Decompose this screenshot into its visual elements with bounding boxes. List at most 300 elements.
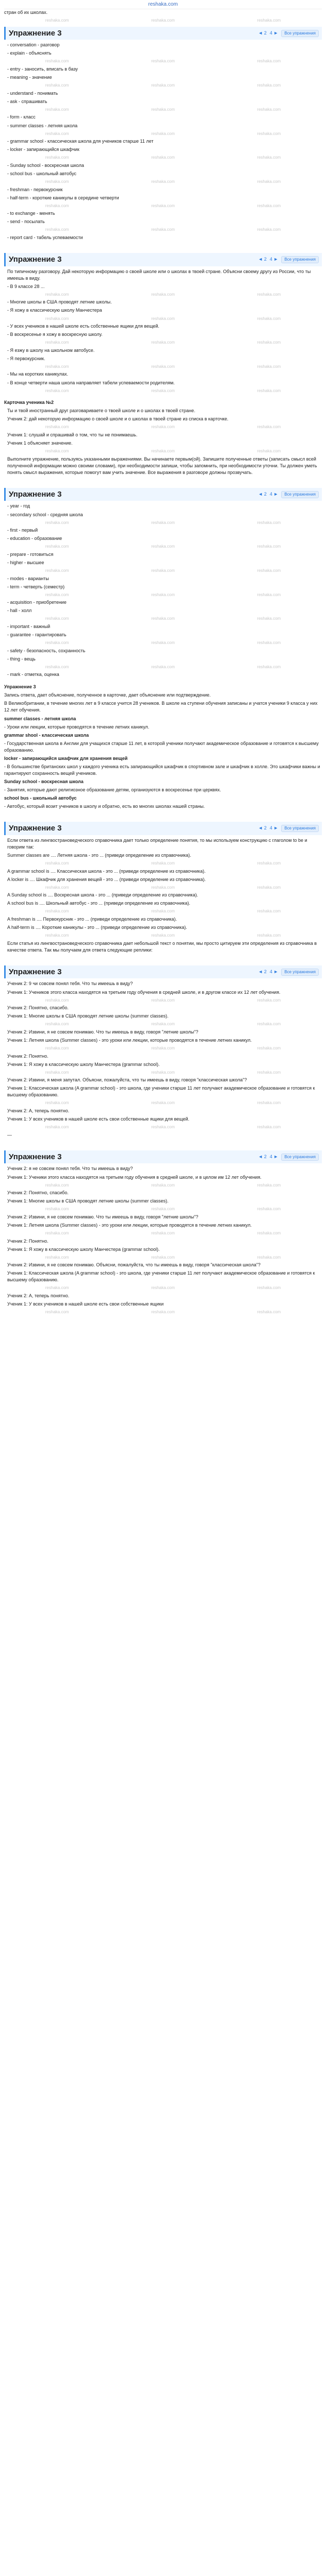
vocab-item: - half-term - короткие каникулы в середине четверти (7, 195, 119, 200)
watermark: reshaka.com (257, 1070, 281, 1075)
watermark-row (4, 616, 322, 622)
task-item: - У всех учеников в нашей школе есть собственные ящики для вещей. (7, 324, 159, 329)
definition-paragraph (4, 778, 322, 785)
watermark: reshaka.com (257, 1285, 281, 1291)
watermark-row (4, 292, 322, 298)
watermark: reshaka.com (257, 909, 281, 914)
watermark: reshaka.com (257, 860, 281, 866)
watermark: reshaka.com (45, 107, 69, 112)
template-line: A Sunday school is .... Воскресная школа - это ... (приведи определение из справочника). (7, 892, 199, 898)
watermark-row (4, 179, 322, 185)
card-line: Выполните упражнение, пользуясь указанными выражениями. Вы начинаете первым(ой). Запишите полученные ответы (записать смысл всей полученной информации можно своими словами), при необходимости запиши, чтобы запомнить, при необходимости уточни. Ты должен уметь понять смысл выражения, которые помогут вам учить значение. Все выражения в разговоре должны прозвучать. (7, 456, 317, 475)
dialogue-line: Ученик 2: 9 чи совсем понял тебя. Что ты имеешь в виду? (7, 981, 133, 987)
next-exercise-link[interactable]: 4 ► (269, 492, 279, 497)
watermark: reshaka.com (45, 640, 69, 646)
vocab-item: - freshman - первокурсник (7, 187, 63, 192)
dialogue (4, 1165, 322, 1315)
watermark: reshaka.com (151, 59, 175, 64)
prev-exercise-link[interactable]: ◄ 2 (258, 492, 267, 497)
next-exercise-link[interactable]: 4 ► (269, 30, 279, 36)
watermark: reshaka.com (257, 1045, 281, 1050)
watermark-row (4, 155, 322, 161)
task-item: - В 9 классе 28 ... (7, 283, 45, 289)
watermark: reshaka.com (151, 616, 175, 621)
watermark: reshaka.com (45, 340, 69, 345)
watermark: reshaka.com (45, 1022, 69, 1027)
watermark: reshaka.com (151, 179, 175, 184)
watermark: reshaka.com (45, 83, 69, 88)
dialogue-line: Ученик 1: Летняя школа (Summer classes) - это уроки или лекции, которые проводятся в течение летних каникул. (7, 1222, 252, 1228)
template-line: A half-term is .... Короткие каникулы - это ... (приведи определение из справочника). (7, 925, 187, 930)
definition-paragraph (4, 692, 322, 699)
vocab-item: - mark - отметка, оценка (7, 672, 59, 677)
template-line: A grammar school is .... Классическая школа - это ... (приведи определение из справочника). (7, 868, 206, 874)
exercise-nav (258, 491, 319, 498)
vocab-list (4, 503, 322, 678)
watermark: reshaka.com (45, 909, 69, 914)
watermark: reshaka.com (151, 1100, 175, 1106)
card-text (4, 408, 322, 476)
dialogue-line: — (7, 1132, 12, 1138)
site-header[interactable] (4, 0, 322, 9)
watermark: reshaka.com (45, 860, 69, 866)
prev-exercise-link[interactable]: ◄ 2 (258, 257, 267, 262)
watermark-row (4, 1255, 322, 1261)
watermark: reshaka.com (257, 616, 281, 621)
vocab-item: - guarantee - гарантировать (7, 632, 67, 637)
watermark: reshaka.com (45, 592, 69, 597)
card-line: Ты и твой иностранный друг разговариваете о твоей школе и о школах в твоей стране. (7, 408, 195, 414)
watermark: reshaka.com (151, 425, 175, 430)
watermark: reshaka.com (45, 155, 69, 160)
watermark-row (4, 1206, 322, 1212)
definition-term: grammar shool - классическая школа (4, 732, 89, 738)
watermark: reshaka.com (257, 316, 281, 321)
watermark: reshaka.com (45, 364, 69, 369)
watermark: reshaka.com (45, 1285, 69, 1291)
watermark: reshaka.com (45, 18, 69, 23)
vocab-item: - secondary school - средняя школа (7, 512, 83, 517)
dialogue-line: Ученик 2: Извини, я не совсем понимаю. Что ты имеешь в виду, говоря "летние школы"? (7, 1029, 199, 1035)
watermark: reshaka.com (45, 1100, 69, 1106)
watermark: reshaka.com (257, 425, 281, 430)
watermark: reshaka.com (257, 1230, 281, 1235)
vocab-item: - summer classes - летняя школа (7, 123, 78, 128)
vocab-item: - important - важный (7, 623, 51, 629)
watermark-row (4, 544, 322, 550)
watermark: reshaka.com (45, 616, 69, 621)
watermark-row (4, 860, 322, 867)
watermark: reshaka.com (257, 449, 281, 453)
definition-paragraph (4, 795, 322, 802)
definition-term: Упражнение 3 (4, 684, 36, 690)
exercise-section-6 (4, 1150, 322, 1315)
exercise-nav (258, 30, 319, 37)
watermark: reshaka.com (257, 1022, 281, 1027)
vocab-item: - school bus - школьный автобус (7, 171, 76, 176)
watermark: reshaka.com (45, 1310, 69, 1315)
watermark-row (4, 58, 322, 64)
exercise-section-3 (4, 488, 322, 810)
exercise-title: Упражнение 3 (9, 489, 62, 499)
definition-text: - Уроки или лекции, которые проводятся в течение летних каникул. (4, 724, 150, 730)
vocab-item: - term - четверть (семестр) (7, 584, 65, 589)
watermark: reshaka.com (45, 1207, 69, 1212)
dialogue-line: Ученик 1: Многие школы в США проводят летние школы (summer classes). (7, 1013, 169, 1019)
watermark-row (4, 640, 322, 646)
watermark-row (4, 1309, 322, 1315)
dialogue-line: Ученик 1: Летняя школа (Summer classes) - это уроки или лекции, которые проводятся в течение летних каникул. (7, 1037, 252, 1043)
exercise-header (4, 27, 322, 40)
definition-text: В Великобритании, в течение многих лет в 9 классе учится 28 учеников. В школе на ступени обучения записаны и учатся ученики 9 класса у них 12 лет обучения. (4, 701, 318, 713)
watermark: reshaka.com (257, 340, 281, 345)
vocab-item: - Sunday school - воскресная школа (7, 162, 84, 168)
watermark: reshaka.com (257, 83, 281, 88)
watermark: reshaka.com (151, 364, 175, 369)
all-exercises-button[interactable]: Все упражнения (281, 1154, 319, 1161)
card-line: Ученик 1: слушай и спрашивай о том, что ты не понимаешь. (7, 432, 138, 437)
definition-paragraph (4, 724, 322, 731)
vocab-item: - higher - высшее (7, 560, 44, 565)
watermark: reshaka.com (257, 997, 281, 1003)
dialogue-line: Ученик 1: Учеников этого класса находятся на третьем году обучения в средней школе, и в другом классе их 12 лет обучения. (7, 989, 281, 995)
vocab-item: - acquisition - приобретение (7, 600, 67, 605)
dialogue-line: Ученик 1: У всех учеников в нашей школе есть свои собственные ящики для вещей. (7, 1116, 189, 1122)
watermark-row (4, 664, 322, 670)
exercise-nav (258, 256, 319, 263)
watermark: reshaka.com (257, 18, 281, 23)
dialogue-line: Ученик 2: Извини, я не совсем понимаю. Что ты имеешь в виду, говоря "летние школы"? (7, 1214, 199, 1219)
dialogue-line: Ученик 2: я не совсем понял тебя. Что ты имеешь в виду? (7, 1166, 133, 1172)
dialogue-line: Ученик 2: Извини, я не совсем понимаю. Объясни, пожалуйста, что ты имеешь в виду, говоря "классическая школа"? (7, 1262, 261, 1268)
watermark: reshaka.com (45, 997, 69, 1003)
dialogue-line: Ученик 2: Понятно. (7, 1053, 48, 1059)
next-exercise-link[interactable]: 4 ► (269, 825, 279, 831)
dialogue-line: Ученик 1: Классическая школа (A grammar school) - это школа, где ученики старше 11 лет получают академическое образование и готовятся к высшему образованию. (7, 1086, 315, 1098)
exercise-header (4, 1150, 322, 1164)
watermark: reshaka.com (257, 933, 281, 938)
template-line: A freshman is .... Первокурсник - это ... (приведи определение из справочника). (7, 916, 177, 922)
watermark: reshaka.com (257, 131, 281, 136)
watermark: reshaka.com (151, 316, 175, 321)
template-line: Summer classes are .... Летняя школа - это ... (приведи определение из справочника). (7, 852, 191, 858)
definition-text: - Занятия, которые дают религиозное образование детям, организуются в воскресенье при церквях. (4, 787, 221, 792)
dialogue-line: Ученик 1: Многие школы в США проводят летние школы (summer classes). (7, 1198, 169, 1204)
exercise-header (4, 965, 322, 979)
watermark: reshaka.com (151, 83, 175, 88)
watermark: reshaka.com (257, 544, 281, 549)
watermark-row (4, 1124, 322, 1130)
watermark: reshaka.com (257, 364, 281, 369)
intro-line: стран об их школах. (4, 10, 48, 15)
task-item: По типичному разговору. Дай некоторую информацию о своей школе или о школах в твоей стране. Объясни своему другу из России, что ты имеешь в виду. (7, 268, 311, 281)
vocab-item: - education - образование (7, 536, 62, 541)
watermark: reshaka.com (151, 544, 175, 549)
watermark: reshaka.com (45, 388, 69, 393)
watermark: reshaka.com (151, 292, 175, 297)
vocab-item: - form - класс (7, 114, 36, 120)
watermark: reshaka.com (151, 388, 175, 393)
card-line: Ученик 1 объясняет значение. (7, 440, 73, 446)
definition-paragraph (4, 764, 322, 777)
dialogue-line: Ученик 2: Понятно. (7, 1238, 48, 1244)
task-item: - В конце четверти наша школа направляет табели успеваемости родителям. (7, 380, 175, 385)
watermark: reshaka.com (257, 1310, 281, 1315)
dialogue-line: Ученик 2: Понятно, спасибо. (7, 1190, 69, 1196)
prev-exercise-link[interactable]: ◄ 2 (258, 1154, 267, 1160)
dialogue-line: Ученик 1: Я хожу в классическую школу Манчестера (grammar school). (7, 1061, 160, 1067)
definition-term: summer classes - летняя школа (4, 716, 76, 721)
task-item: - Многие школы в США проводят летние школы. (7, 299, 112, 305)
vocab-item: - conversation - разговор (7, 42, 60, 48)
prev-exercise-link[interactable]: ◄ 2 (258, 30, 267, 36)
task-list (4, 268, 322, 394)
watermark: reshaka.com (45, 1070, 69, 1075)
task-item: - Мы на коротких каникулах. (7, 371, 69, 377)
watermark: reshaka.com (257, 885, 281, 890)
watermark: reshaka.com (257, 520, 281, 525)
watermark: reshaka.com (257, 1255, 281, 1260)
watermark-row (4, 1045, 322, 1052)
dialogue-line: Ученик 2: Извини, я меня запутал. Объясни, пожалуйста, что ты имеешь в виду, говоря "классическая школа"? (7, 1077, 247, 1083)
definition-text: - Автобус, который возит учеников в школу и обратно, есть во многих школах нашей страны. (4, 804, 205, 809)
exercise-nav (258, 969, 319, 976)
watermark: reshaka.com (257, 203, 281, 208)
all-exercises-button[interactable]: Все упражнения (281, 491, 319, 498)
definition-term: locker - запирающийся шкафчик для хранения вещей (4, 755, 128, 761)
watermark: reshaka.com (151, 1022, 175, 1027)
exercise-header (4, 253, 322, 266)
dialogue-line: Ученик 2: А, теперь понятно. (7, 1293, 70, 1298)
exercise-nav (258, 1154, 319, 1161)
watermark: reshaka.com (151, 1310, 175, 1315)
watermark: reshaka.com (151, 1070, 175, 1075)
watermark: reshaka.com (45, 203, 69, 208)
watermark-row (4, 364, 322, 370)
prev-exercise-link[interactable]: ◄ 2 (258, 969, 267, 975)
watermark: reshaka.com (257, 1100, 281, 1106)
watermark-row (4, 131, 322, 137)
exercise-header (4, 822, 322, 835)
watermark: reshaka.com (257, 227, 281, 232)
all-exercises-button[interactable]: Все упражнения (281, 969, 319, 976)
watermark: reshaka.com (45, 568, 69, 573)
watermark: reshaka.com (151, 155, 175, 160)
watermark-row (4, 520, 322, 526)
vocab-item: - locker - запирающийся шкафчик (7, 147, 79, 152)
watermark: reshaka.com (151, 885, 175, 890)
site-name[interactable]: reshaka.com (148, 2, 178, 7)
watermark: reshaka.com (45, 59, 69, 64)
exercise-header (4, 488, 322, 501)
next-exercise-link[interactable]: 4 ► (269, 969, 279, 975)
exercise-title: Упражнение 3 (9, 967, 62, 976)
watermark-row (4, 316, 322, 322)
vocab-item: - safety - безопасность, сохранность (7, 648, 86, 653)
exercise-section-1 (4, 27, 322, 241)
watermark: reshaka.com (45, 1255, 69, 1260)
dialogue (4, 980, 322, 1138)
watermark: reshaka.com (45, 520, 69, 525)
watermark-row (4, 18, 322, 24)
prev-exercise-link[interactable]: ◄ 2 (258, 825, 267, 831)
watermark: reshaka.com (45, 292, 69, 297)
vocab-item: - understand - понимать (7, 90, 58, 96)
watermark: reshaka.com (45, 227, 69, 232)
watermark: reshaka.com (45, 1125, 69, 1130)
watermark-row (4, 1182, 322, 1189)
card-line: Ученик 2: дай некоторую информацию о своей школе и о школах в твоей стране из списка в карточке. (7, 416, 229, 422)
vocab-item: - first - первый (7, 528, 38, 533)
watermark-row (4, 1285, 322, 1291)
watermark-row (4, 1100, 322, 1106)
exercise-section-2 (4, 253, 322, 476)
watermark: reshaka.com (257, 1207, 281, 1212)
definition-paragraph (4, 700, 322, 714)
watermark-row (4, 107, 322, 113)
definition-term: Sunday school - воскресная школа (4, 778, 84, 784)
watermark-row (4, 388, 322, 394)
vocab-item: - year - год (7, 503, 30, 509)
watermark: reshaka.com (257, 107, 281, 112)
vocab-item: - ask - спрашивать (7, 98, 47, 104)
card-title: Карточка ученика №2 (4, 400, 54, 405)
watermark: reshaka.com (45, 1230, 69, 1235)
watermark: reshaka.com (45, 1182, 69, 1188)
task-item: - Я хожу в классическую школу Манчестера (7, 308, 102, 313)
watermark: reshaka.com (257, 292, 281, 297)
watermark: reshaka.com (45, 664, 69, 669)
vocab-item: - meaning - значение (7, 75, 52, 80)
watermark: reshaka.com (151, 340, 175, 345)
watermark: reshaka.com (45, 425, 69, 430)
watermark: reshaka.com (45, 885, 69, 890)
all-exercises-button[interactable]: Все упражнения (281, 825, 319, 832)
vocab-item: - thing - вещь (7, 656, 36, 662)
next-exercise-link[interactable]: 4 ► (269, 257, 279, 262)
vocab-item: - to exchange - менять (7, 211, 55, 216)
watermark: reshaka.com (45, 933, 69, 938)
exercise-nav (258, 825, 319, 832)
watermark: reshaka.com (257, 155, 281, 160)
watermark: reshaka.com (45, 131, 69, 136)
dialogue-line: Ученик 1: Классическая школа (A grammar school) - это школа, где ученики старше 11 лет получают академическое образование и готовятся к высшему образованию. (7, 1270, 315, 1283)
exercise-section-5 (4, 965, 322, 1139)
template-line: Если статья из лингвострановедческого справочника дает небольшой текст о понятии, мы просто цитируем эти определения из справочника в качестве ответа. Так мы получаем для ответа следующие реплики: (7, 940, 317, 953)
exercise-section-4 (4, 822, 322, 954)
definition-text: - В большинстве британских школ у каждого ученика есть запирающийся шкафчик в спортивном зале и шкафчик в холле. Это шкафчики важны и гарантируют сохранность вещей учеников. (4, 764, 320, 776)
watermark-row (4, 568, 322, 574)
watermark: reshaka.com (151, 203, 175, 208)
watermark: reshaka.com (151, 1045, 175, 1050)
watermark: reshaka.com (151, 1125, 175, 1130)
watermark-row (4, 1230, 322, 1236)
watermark: reshaka.com (45, 544, 69, 549)
all-exercises-button[interactable]: Все упражнения (281, 30, 319, 37)
exercise-title: Упражнение 3 (9, 1152, 62, 1161)
watermark-row (4, 424, 322, 430)
watermark: reshaka.com (45, 179, 69, 184)
vocab-item: - entry - заносить, вписать в базу (7, 66, 78, 72)
definition-paragraph (4, 755, 322, 762)
watermark: reshaka.com (151, 1207, 175, 1212)
watermark: reshaka.com (45, 1045, 69, 1050)
dialogue-line: Ученик 1: У всех учеников в нашей школе есть свои собственные ящики (7, 1301, 164, 1307)
definition-text: Запись ответа, дает объяснение, полученное в карточке, дает объяснение или подтверждение. (4, 692, 211, 698)
definition-text: - Государственная школа в Англии для учащихся старше 11 лет, в которой ученики получают академическое образование и готовятся к высшему образованию. (4, 740, 319, 753)
answer-templates (4, 837, 322, 954)
definition-paragraph (4, 716, 322, 722)
dialogue-line: Ученик 2: А, теперь понятно. (7, 1108, 70, 1113)
watermark: reshaka.com (151, 933, 175, 938)
task-item: - В воскресенье я хожу в воскресную школу. (7, 332, 103, 337)
definition-paragraph (4, 803, 322, 810)
watermark: reshaka.com (151, 107, 175, 112)
next-exercise-link[interactable]: 4 ► (269, 1154, 279, 1160)
watermark: reshaka.com (257, 1182, 281, 1188)
watermark: reshaka.com (257, 568, 281, 573)
definition-term: school bus - школьный автобус (4, 795, 77, 801)
watermark-row (4, 592, 322, 598)
task-item: - Я первокурсник. (7, 355, 45, 361)
watermark-row (4, 340, 322, 346)
watermark-row (4, 227, 322, 233)
watermark: reshaka.com (151, 1230, 175, 1235)
vocab-item: - modes - варианты (7, 575, 49, 581)
watermark-row (4, 82, 322, 89)
watermark: reshaka.com (151, 909, 175, 914)
watermark: reshaka.com (151, 997, 175, 1003)
definitions (4, 684, 322, 810)
watermark: reshaka.com (45, 316, 69, 321)
watermark-row (4, 1070, 322, 1076)
watermark: reshaka.com (151, 131, 175, 136)
watermark: reshaka.com (151, 640, 175, 646)
watermark: reshaka.com (257, 664, 281, 669)
watermark: reshaka.com (151, 1255, 175, 1260)
watermark: reshaka.com (151, 227, 175, 232)
watermark: reshaka.com (257, 179, 281, 184)
definition-paragraph (4, 732, 322, 739)
watermark: reshaka.com (151, 860, 175, 866)
watermark: reshaka.com (45, 449, 69, 453)
watermark: reshaka.com (151, 664, 175, 669)
watermark-row (4, 885, 322, 891)
watermark-row (4, 203, 322, 209)
definition-paragraph (4, 740, 322, 754)
watermark: reshaka.com (151, 449, 175, 453)
task-item: - Я езжу в школу на школьном автобусе. (7, 347, 95, 353)
template-line: A school bus is .... Школьный автобус - это ... (приведи определение из справочника). (7, 901, 190, 906)
dialogue-line: Ученик 1: Ученики этого класса находятся на третьем году обучения в средней школе, и в целом им 12 лет обучения. (7, 1174, 262, 1180)
all-exercises-button[interactable]: Все упражнения (281, 256, 319, 263)
dialogue-line: Ученик 1: Я хожу в классическую школу Манчестера (grammar school). (7, 1246, 160, 1252)
exercise-title: Упражнение 3 (9, 255, 62, 264)
vocab-item: - prepare - готовиться (7, 551, 54, 557)
watermark: reshaka.com (257, 388, 281, 393)
vocab-item: - report card - табель успеваемости (7, 234, 83, 240)
exercise-title: Упражнение 3 (9, 28, 62, 38)
watermark: reshaka.com (151, 1285, 175, 1291)
watermark-row (4, 448, 322, 454)
watermark: reshaka.com (151, 568, 175, 573)
exercise-title: Упражнение 3 (9, 824, 62, 833)
vocab-item: - explain - объяснять (7, 50, 52, 56)
definition-paragraph (4, 787, 322, 793)
dialogue-line: Ученик 2: Понятно, спасибо. (7, 1005, 69, 1011)
template-line: A locker is .... Шкафчик для хранения вещей - это ... (приведи определение из справочника). (7, 876, 206, 882)
watermark: reshaka.com (151, 1182, 175, 1188)
